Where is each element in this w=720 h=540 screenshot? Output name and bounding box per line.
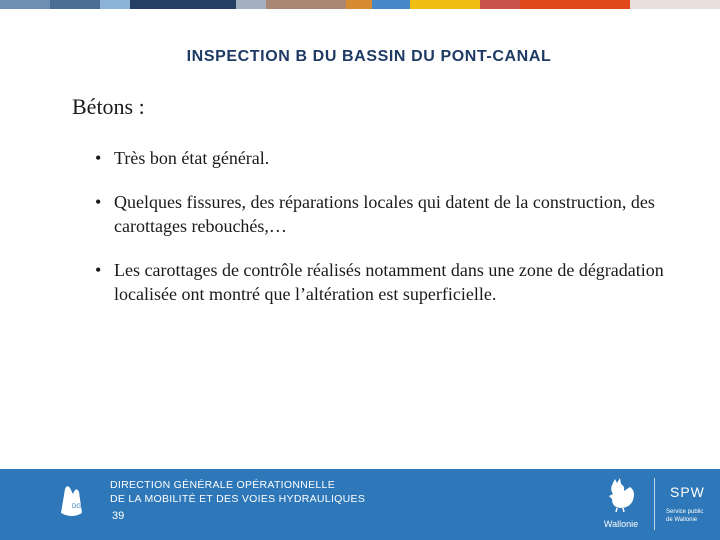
top-bar-segment — [130, 0, 236, 9]
dgo-line-2: DE LA MOBILITÉ ET DES VOIES HYDRAULIQUES — [110, 493, 366, 505]
bullet-dot: • — [95, 192, 102, 212]
wallonie-label: Wallonie — [603, 519, 639, 529]
dgo2-badge: DGO2 — [72, 504, 90, 510]
top-bar-segment — [480, 0, 520, 9]
footer-divider — [654, 478, 655, 530]
bullet-text: Très bon état général. — [114, 148, 270, 168]
bullet-dot: • — [95, 260, 102, 280]
bullet-text: Les carottages de contrôle réalisés notamment dans une zone de dégradation localisée ont montré que l’altération est superficielle. — [114, 260, 664, 304]
top-bar-segment — [100, 0, 130, 9]
top-bar-segment — [0, 0, 50, 9]
top-bar-segment — [50, 0, 100, 9]
bullet-dot: • — [95, 148, 102, 168]
wallonie-rooster-icon — [603, 476, 639, 512]
slide-title: INSPECTION B DU BASSIN DU PONT-CANAL — [186, 48, 552, 65]
spw-subtitle-line-1: Service public — [666, 509, 704, 515]
spw-subtitle-line-2: de Wallonie — [666, 517, 698, 523]
section-heading: Bétons : — [72, 94, 145, 119]
spw-wordmark: SPW — [670, 484, 705, 500]
top-bar-segment — [346, 0, 372, 9]
top-color-bar — [0, 0, 720, 9]
top-bar-segment — [266, 0, 346, 9]
top-bar-segment — [520, 0, 630, 9]
bullet-text: Quelques fissures, des réparations locales qui datent de la construction, des carottages rebouchés,… — [114, 192, 655, 236]
top-bar-segment — [410, 0, 480, 9]
bullet-list — [90, 146, 690, 306]
bullet-item — [90, 258, 690, 306]
top-bar-segment — [630, 0, 720, 9]
bullet-item — [90, 146, 690, 170]
top-bar-segment — [372, 0, 410, 9]
dgo-line-1: DIRECTION GÉNÉRALE OPÉRATIONNELLE — [110, 479, 336, 491]
wallonie-logo — [600, 476, 642, 529]
spw-subtitle — [666, 508, 716, 524]
dgo2-logo-icon — [58, 483, 96, 517]
top-bar-segment — [236, 0, 266, 9]
spw-logo — [666, 484, 716, 524]
bullet-item — [90, 190, 690, 238]
page-number: 39 — [112, 510, 125, 522]
dgo-name — [110, 478, 365, 506]
